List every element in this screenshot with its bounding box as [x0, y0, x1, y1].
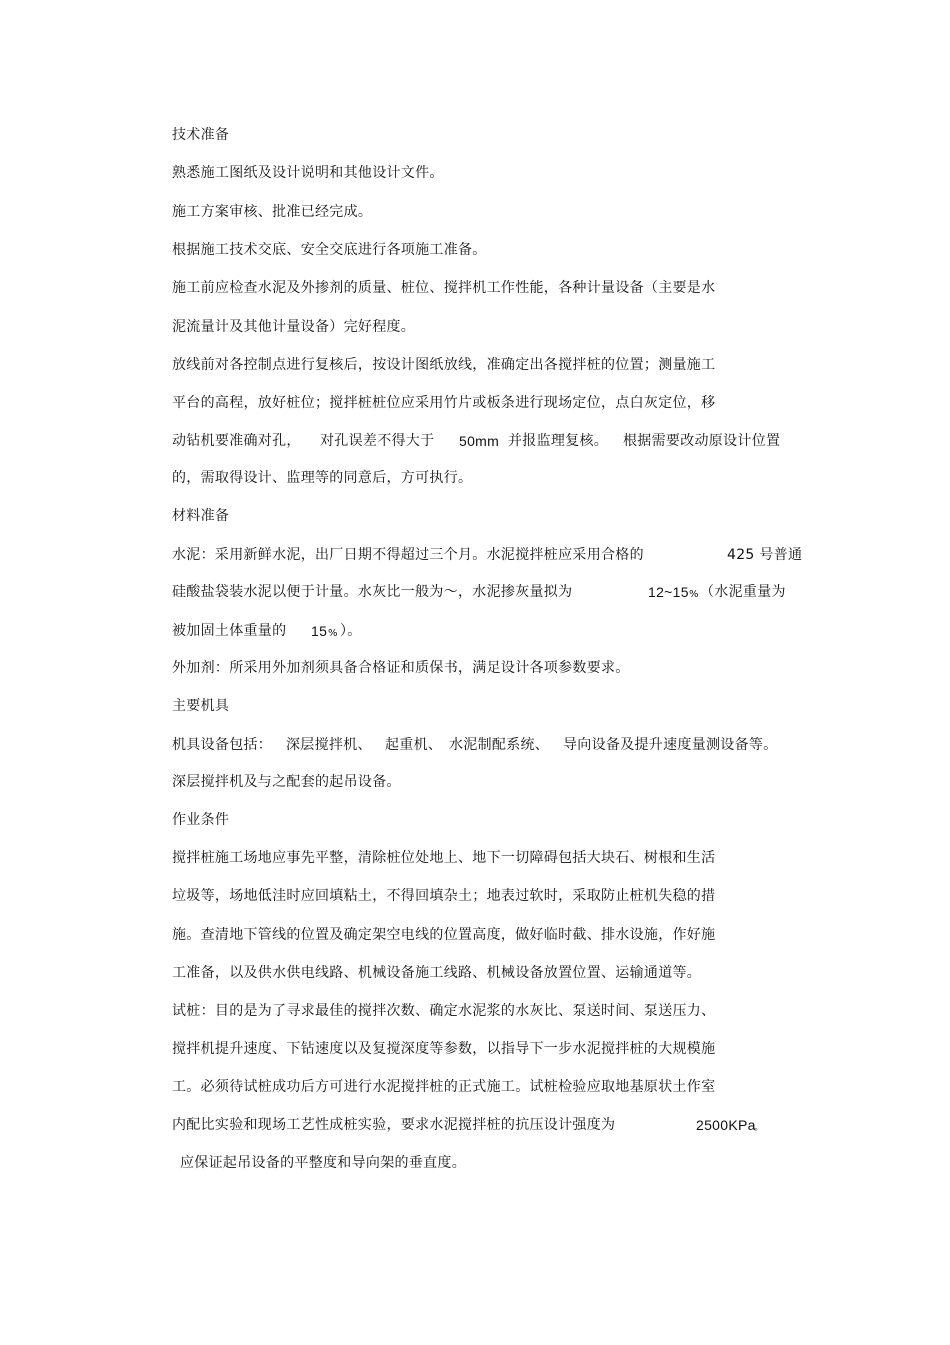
- paragraph: 搅拌桩施工场地应事先平整，清除桩位处地上、地下一切障碍包括大块石、树根和生活: [172, 850, 716, 866]
- text-segment: 导向设备及提升速度量测设备等。: [563, 737, 778, 753]
- paragraph: 施工前应检查水泥及外掺剂的质量、桩位、搅拌机工作性能，各种计量设备（主要是水: [172, 280, 716, 296]
- paragraph: 的，需取得设计、监理等的同意后，方可执行。: [172, 470, 473, 486]
- text-segment: 并报监理复核。: [508, 433, 609, 449]
- heading-main-equipment: 主要机具: [172, 698, 230, 714]
- paragraph-mixed: [172, 736, 812, 754]
- paragraph: 外加剂：所采用外加剂须具备合格证和质保书，满足设计各项参数要求。: [172, 660, 630, 676]
- text-segment: 被加固土体重量的: [172, 623, 287, 639]
- heading-technical-preparation: 技术准备: [172, 127, 230, 143]
- paragraph: 施工方案审核、批准已经完成。: [172, 204, 373, 220]
- text-segment: （水泥重量为: [700, 584, 786, 600]
- paragraph: 应保证起吊设备的平整度和导向架的垂直度。: [180, 1155, 466, 1171]
- number-value: 50mm: [459, 433, 500, 449]
- text-segment: 对孔误差不得大于: [320, 433, 435, 449]
- paragraph-mixed: [172, 1116, 812, 1134]
- text-segment: 起重机、: [385, 737, 443, 753]
- paragraph: 工。必须待试桩成功后方可进行水泥搅拌桩的正式施工。试桩检验应取地基原状土作室: [172, 1079, 716, 1095]
- text-segment: 水泥：采用新鲜水泥，出厂日期不得超过三个月。水泥搅拌桩应采用合格的: [172, 547, 644, 563]
- percent-sign: %: [689, 589, 699, 600]
- text-segment: 水泥制配系统、: [449, 737, 550, 753]
- text-segment: 根据需要改动原设计位置: [623, 433, 781, 449]
- percent-sign: %: [328, 628, 338, 639]
- heading-material-preparation: 材料准备: [172, 508, 230, 524]
- text-segment: 机具设备包括：: [172, 737, 273, 753]
- paragraph: 搅拌机提升速度、下钻速度以及复搅深度等参数，以指导下一步水泥搅拌桩的大规模施: [172, 1041, 716, 1057]
- text-segment: 内配比实验和现场工艺性成桩实验，要求水泥搅拌桩的抗压设计强度为: [172, 1117, 616, 1133]
- paragraph: 泥流量计及其他计量设备）完好程度。: [172, 319, 416, 335]
- paragraph: 根据施工技术交底、安全交底进行各项施工准备。: [172, 242, 487, 258]
- number-value: 12~15: [648, 584, 689, 600]
- cement-grade: 425 号普通: [727, 547, 803, 563]
- strength-value: 2500KPa: [696, 1117, 756, 1133]
- paragraph-mixed: [172, 583, 812, 601]
- paragraph-mixed: [172, 432, 812, 450]
- heading-working-conditions: 作业条件: [172, 812, 230, 828]
- paragraph: 放线前对各控制点进行复核后，按设计图纸放线，准确定出各搅拌桩的位置；测量施工: [172, 357, 716, 373]
- paragraph: 工准备，以及供水供电线路、机械设备施工线路、机械设备放置位置、运输通道等。: [172, 965, 702, 981]
- paragraph: 熟悉施工图纸及设计说明和其他设计文件。: [172, 165, 444, 181]
- paragraph-mixed: [172, 546, 812, 564]
- paragraph: 垃圾等，场地低洼时应回填粘土，不得回填杂土；地表过软时，采取防止桩机失稳的措: [172, 888, 716, 904]
- paragraph: 试桩：目的是为了寻求最佳的搅拌次数、确定水泥浆的水灰比、泵送时间、泵送压力、: [172, 1003, 716, 1019]
- text-segment: ）。: [340, 623, 362, 639]
- text-segment: 动钻机要准确对孔，: [172, 433, 301, 449]
- paragraph-mixed: [172, 622, 812, 640]
- text-segment: 深层搅拌机、: [286, 737, 372, 753]
- number-value: 15: [311, 623, 328, 639]
- paragraph: 深层搅拌机及与之配套的起吊设备。: [172, 774, 401, 790]
- text-segment: 。: [754, 1122, 765, 1133]
- paragraph: 平台的高程，放好桩位；搅拌桩桩位应采用竹片或板条进行现场定位，点白灰定位，移: [172, 395, 716, 411]
- text-segment: 硅酸盐袋装水泥以便于计量。水灰比一般为～，水泥掺灰量拟为: [172, 584, 573, 600]
- paragraph: 施。查清地下管线的位置及确定架空电线的位置高度，做好临时截、排水设施，作好施: [172, 927, 716, 943]
